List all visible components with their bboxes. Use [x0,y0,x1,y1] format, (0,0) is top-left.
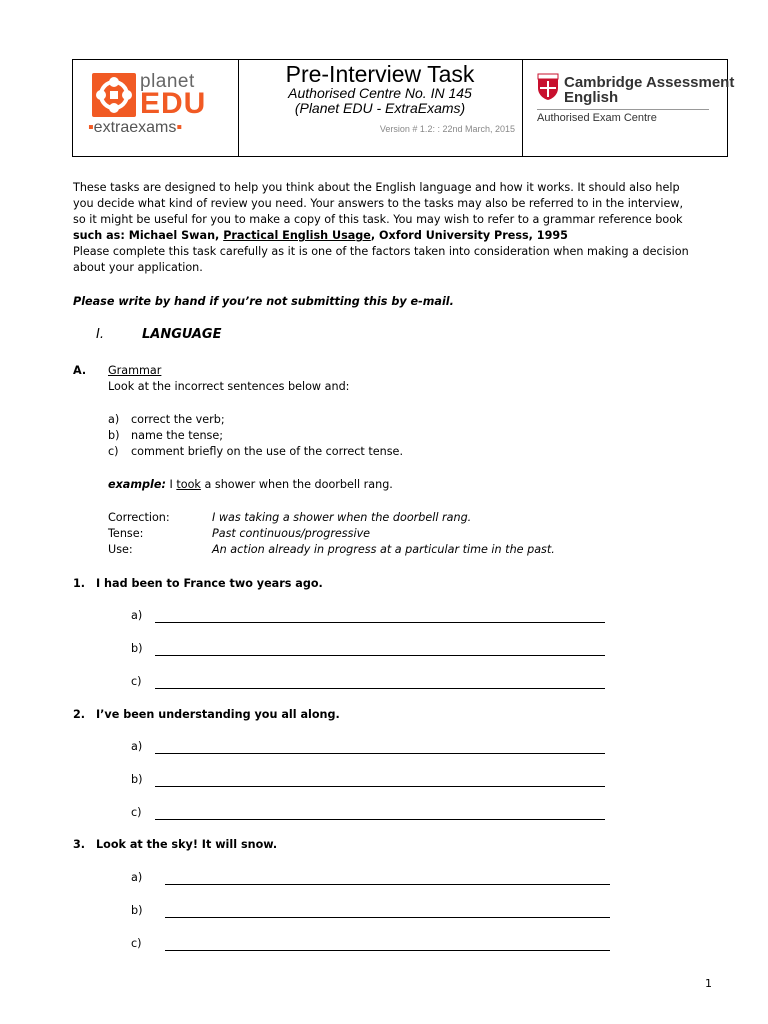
step-label: a) [108,413,120,426]
answer-label: c) [131,806,142,819]
correction-value: I was taking a shower when the doorbell rang. [212,511,472,524]
answer-label: b) [131,642,143,655]
correction-label: Correction: [108,511,170,524]
planet-edu-emblem-icon [92,73,136,117]
tense-label: Tense: [108,527,144,540]
logo-planet-text: planet [140,71,195,92]
intro-line: These tasks are designed to help you think about the English language and how it works. It should also help [73,181,680,194]
answer-line-2b[interactable] [155,776,605,787]
tense-value: Past continuous/progressive [212,527,371,540]
section-numeral: I. [96,327,104,342]
page-number: 1 [705,977,712,990]
use-value: An action already in progress at a particular time in the past. [212,543,555,556]
answer-line-3b[interactable] [165,907,610,918]
logo-edu-text: EDU [140,87,207,120]
intro-note: Please write by hand if you’re not submitting this by e-mail. [73,295,454,308]
cambridge-shield-icon [537,73,559,101]
question-text: I had been to France two years ago. [96,577,323,590]
intro-reference: such as: Michael Swan, Practical English Usage, Oxford University Press, 1995 [73,229,568,242]
header-divider [522,60,523,156]
centre-number: Authorised Centre No. IN 145 [288,85,472,101]
answer-label: c) [131,937,142,950]
answer-line-2a[interactable] [155,743,605,754]
question-number: 1. [73,577,86,590]
page-title: Pre-Interview Task [285,61,475,87]
step-label: b) [108,429,120,442]
intro-line: about your application. [73,261,203,274]
step-text: comment briefly on the use of the correct tense. [131,445,404,458]
use-label: Use: [108,543,133,556]
step-text: name the tense; [131,429,224,442]
answer-line-1a[interactable] [155,612,605,623]
example: example: I took a shower when the doorbell rang. [108,478,393,491]
planet-edu-logo [88,71,216,141]
cambridge-divider [537,109,709,110]
part-instruction: Look at the incorrect sentences below and: [108,380,350,393]
cambridge-title: Cambridge Assessment [564,74,735,91]
question-number: 3. [73,838,86,851]
question-text: I’ve been understanding you all along. [96,708,340,721]
logo-extraexams-text: ▪extraexams▪ [88,119,183,136]
answer-label: c) [131,675,142,688]
version-text: Version # 1.2: : 22nd March, 2015 [379,124,515,134]
answer-label: a) [131,609,143,622]
answer-label: a) [131,871,143,884]
answer-label: b) [131,904,143,917]
answer-line-3a[interactable] [165,874,610,885]
answer-label: a) [131,740,143,753]
answer-label: b) [131,773,143,786]
step-text: correct the verb; [131,413,225,426]
centre-name: (Planet EDU - ExtraExams) [294,100,466,116]
answer-line-1b[interactable] [155,645,605,656]
intro-line: you decide what kind of review you need. Your answers to the tasks may also be referred to in the interview, [73,197,684,210]
part-letter: A. [73,364,87,377]
part-title: Grammar [108,364,162,377]
section-title: LANGUAGE [142,327,222,342]
answer-line-1c[interactable] [155,678,605,689]
answer-line-3c[interactable] [165,940,610,951]
question-number: 2. [73,708,86,721]
intro-line: Please complete this task carefully as it is one of the factors taken into consideration when making a decision [73,245,689,258]
intro-line: so it might be useful for you to make a copy of this task. You may wish to refer to a grammar reference book [73,213,683,226]
cambridge-subtitle: English [564,89,619,106]
answer-line-2c[interactable] [155,809,605,820]
question-text: Look at the sky! It will snow. [96,838,278,851]
step-label: c) [108,445,119,458]
cambridge-authorised: Authorised Exam Centre [537,112,657,124]
